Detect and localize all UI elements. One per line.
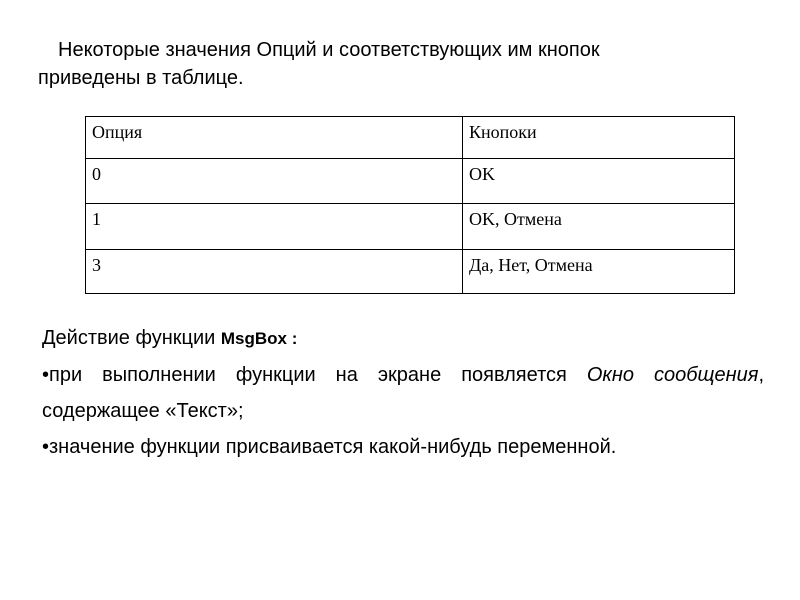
bullet1-emphasis: Окно сообщения — [586, 364, 759, 386]
cell-buttons: OK — [463, 159, 735, 204]
bullet1-prefix: •при выполнении функции на экране появляется — [42, 364, 587, 386]
table-row — [86, 159, 735, 204]
bullet1-suffix: , содержащее «Текст»; — [42, 364, 764, 422]
bullet-item-function-value: •значение функции присваивается какой-нибудь переменной. — [42, 436, 617, 458]
cell-option: 1 — [86, 204, 463, 250]
table-row — [86, 250, 735, 294]
action-section — [42, 320, 764, 465]
cell-option: 3 — [86, 250, 463, 294]
options-table — [85, 116, 735, 294]
function-name: MsgBox — [220, 329, 287, 348]
cell-buttons: Да, Нет, Отмена — [463, 250, 735, 294]
action-heading-suffix: : — [286, 329, 298, 348]
action-heading — [42, 320, 764, 357]
cell-buttons: OK, Отмена — [463, 204, 735, 250]
bullet-item-message-window — [42, 357, 764, 429]
table-row — [86, 204, 735, 250]
table-header-row — [86, 117, 735, 159]
intro-line-2: приведены в таблице. — [38, 67, 244, 89]
header-buttons: Кнопоки — [463, 117, 735, 159]
intro-paragraph — [38, 36, 758, 92]
cell-option: 0 — [86, 159, 463, 204]
action-heading-prefix: Действие функции — [42, 327, 221, 349]
header-option: Опция — [86, 117, 463, 159]
intro-line-1: Некоторые значения Опций и соответствующих им кнопок — [58, 39, 600, 61]
